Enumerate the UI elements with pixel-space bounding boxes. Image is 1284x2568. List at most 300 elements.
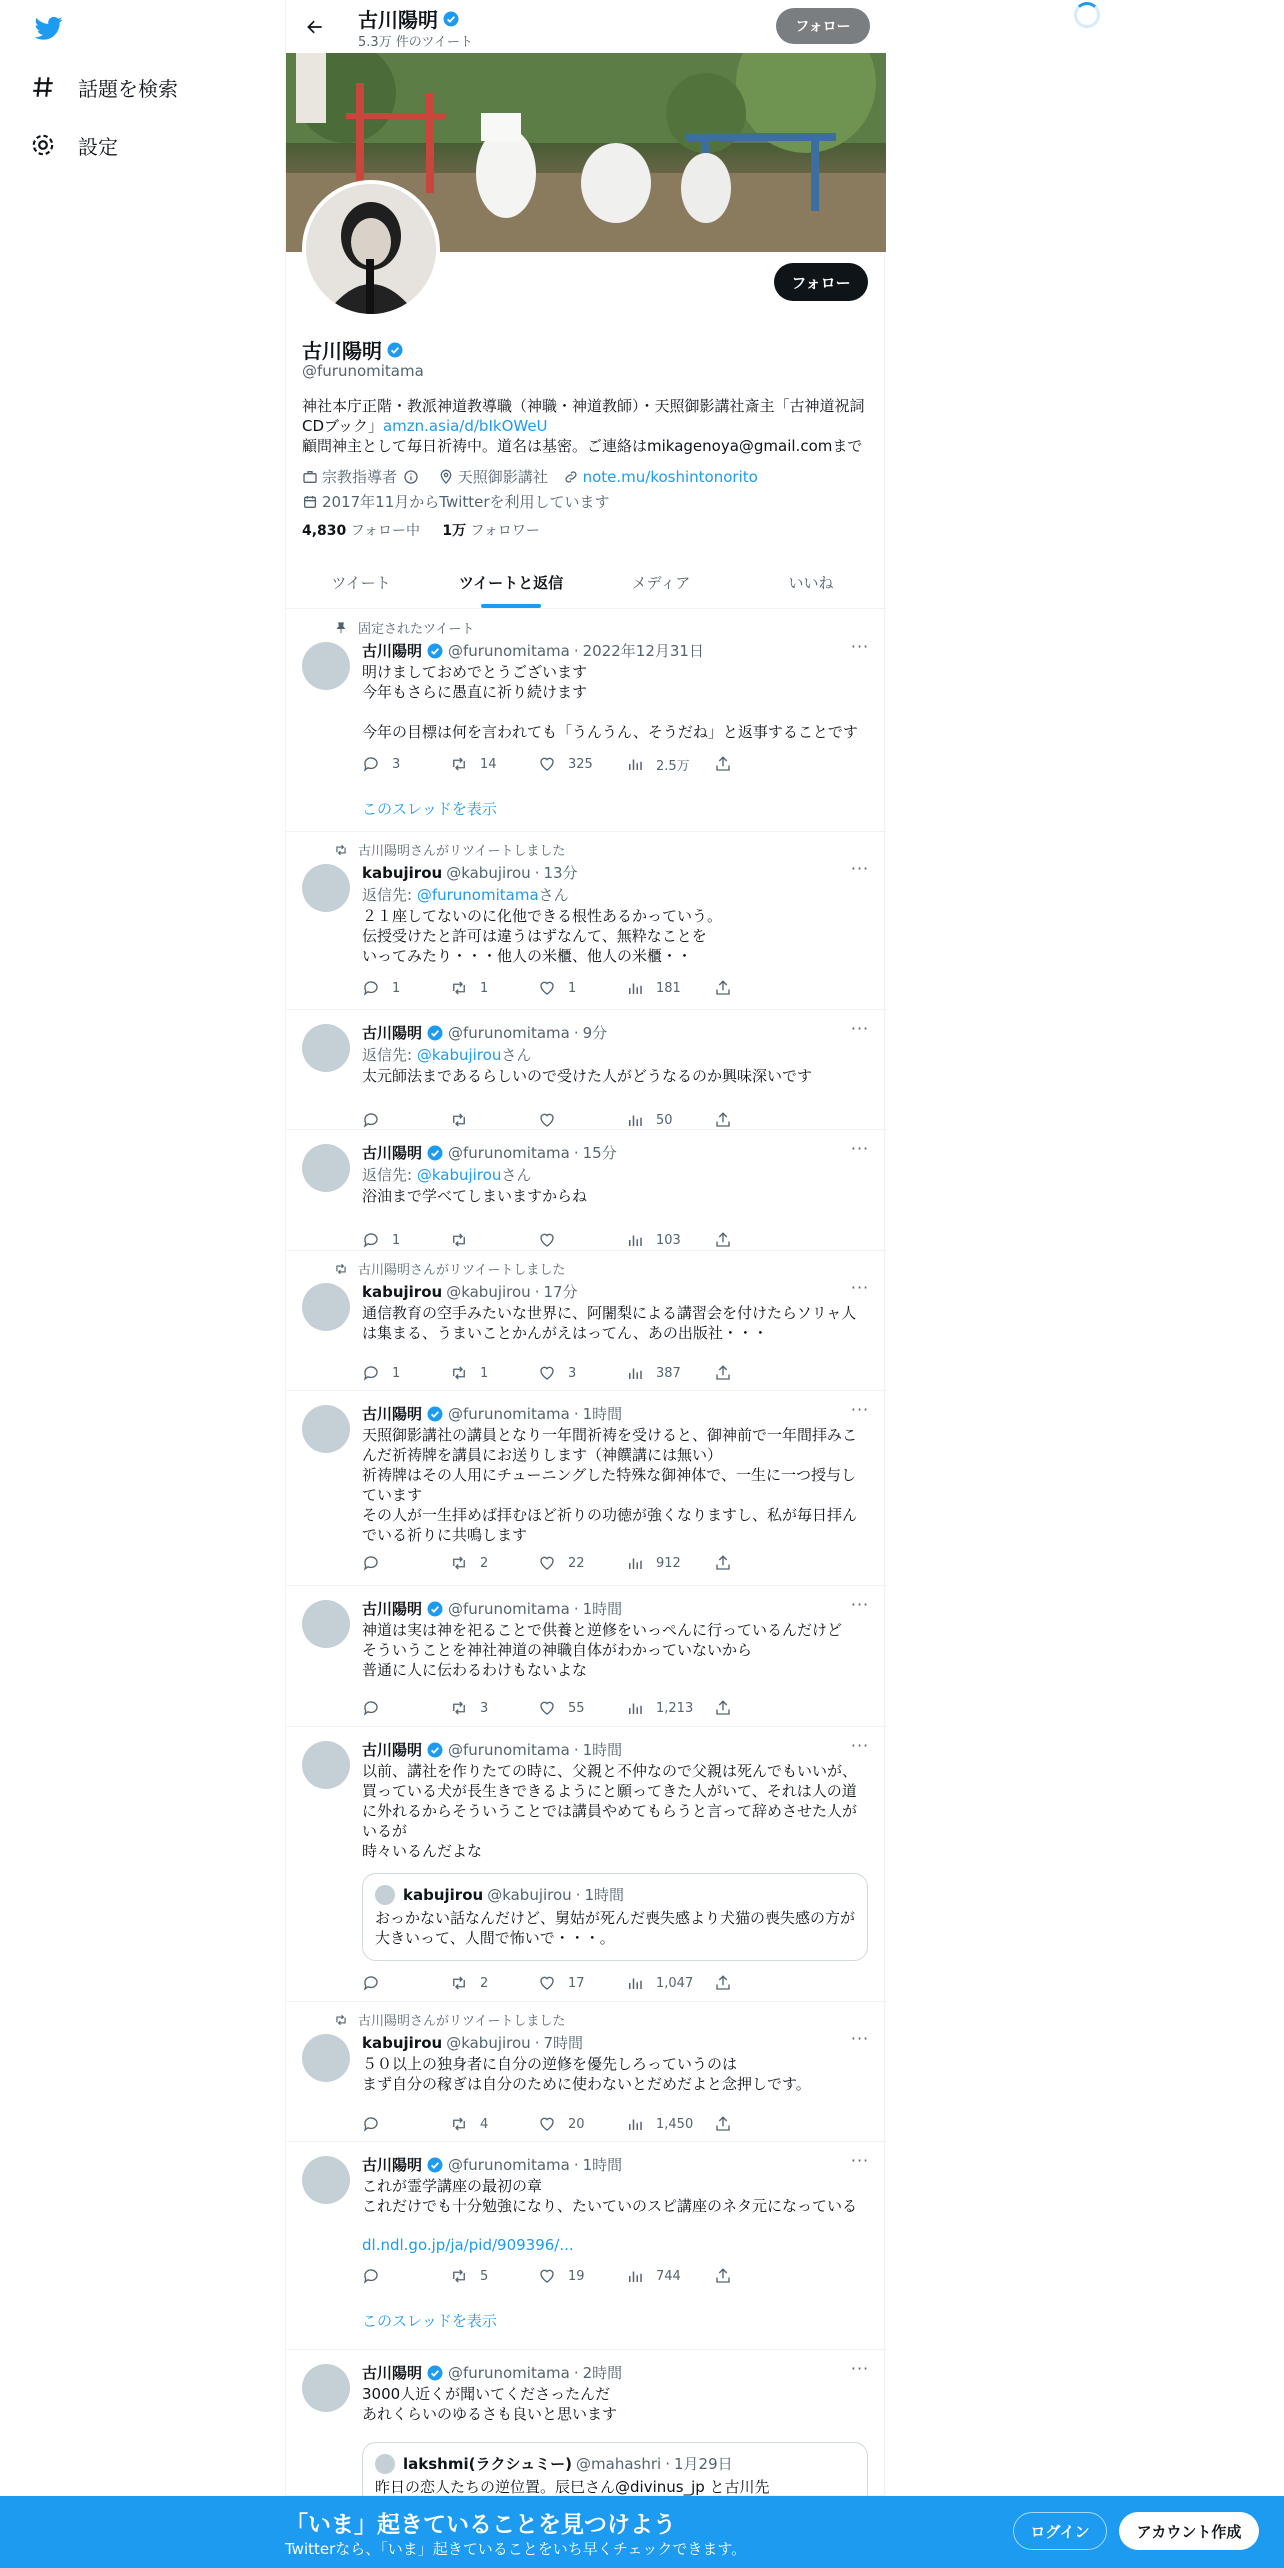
header-follow-button[interactable]: フォロー: [776, 8, 870, 44]
reply-to-line: [362, 1164, 531, 1185]
more-options-icon[interactable]: ···: [850, 2029, 870, 2048]
heart-icon: [538, 755, 556, 773]
share-button[interactable]: [714, 978, 802, 998]
signup-button[interactable]: アカウント作成: [1119, 2512, 1259, 2550]
tweet-avatar[interactable]: [302, 1405, 350, 1453]
retweet-icon: [450, 1554, 468, 1572]
bio-link[interactable]: amzn.asia/d/bIkOWeU: [382, 417, 548, 435]
loading-spinner-icon: [1074, 2, 1100, 28]
tab-tweets-and-replies[interactable]: ツイートと返信: [436, 556, 586, 608]
reply-icon: [362, 2267, 380, 2285]
tweet-text: 浴油まで学べてしまいますからね: [362, 1187, 588, 1205]
share-button[interactable]: [714, 1230, 802, 1250]
reply-icon: [362, 979, 380, 997]
tweet-avatar[interactable]: [302, 1600, 350, 1648]
quoted-text: 昨日の恋人たちの逆位置。辰巳さん@divinus_jp と古川先: [375, 2478, 770, 2496]
tweet-author-name[interactable]: kabujirou: [362, 2033, 443, 2052]
profile-website: [563, 466, 758, 488]
verified-badge-icon: [426, 1741, 444, 1759]
tweet-header: [362, 2359, 870, 2383]
reply-to-line: [362, 884, 569, 905]
tweet-actions: [362, 2266, 802, 2286]
nav-settings[interactable]: [30, 123, 118, 167]
retweet-label[interactable]: 古川陽明さんがリツイートしました: [358, 1263, 566, 1278]
views-bar-chart-icon: [626, 979, 644, 997]
verified-badge-icon: [426, 1600, 444, 1618]
like-button[interactable]: [538, 2266, 626, 2286]
tweet-separator: ·: [573, 1599, 579, 1618]
link-icon: [563, 469, 579, 485]
tweet-separator: ·: [573, 1023, 579, 1042]
share-icon: [714, 755, 732, 773]
location-text: 天照御影講社: [457, 468, 548, 486]
tweet-avatar[interactable]: [302, 1741, 350, 1789]
views-button[interactable]: [626, 1553, 714, 1573]
signup-banner-subtitle: Twitterなら、「いま」起きていることをいち早くチェックできます。: [285, 2540, 747, 2558]
profile-name: [302, 335, 404, 364]
show-thread-link[interactable]: このスレッドを表示: [362, 2312, 497, 2330]
retweet-label[interactable]: 古川陽明さんがリツイートしました: [358, 2014, 566, 2029]
info-icon[interactable]: [403, 469, 419, 485]
tweet-time[interactable]: 2022年12月31日: [582, 642, 704, 660]
tweet-actions: [362, 978, 802, 998]
share-button[interactable]: [714, 754, 802, 774]
tweet-avatar[interactable]: [302, 2034, 350, 2082]
tweet-actions: [362, 1553, 802, 1573]
tweet-item[interactable]: [286, 2142, 886, 2350]
profile-handle: @furunomitama: [302, 362, 424, 380]
retweet-count: 2: [480, 1555, 489, 1571]
retweet-count: 3: [480, 1700, 489, 1716]
heart-icon: [538, 2267, 556, 2285]
more-options-icon[interactable]: ···: [850, 1736, 870, 1755]
tab-likes[interactable]: いいね: [788, 573, 834, 592]
tweet-separator: ·: [573, 1740, 579, 1759]
share-button[interactable]: [714, 2114, 802, 2134]
tweet-author-handle[interactable]: @kabujirou: [446, 1282, 531, 1301]
retweet-count: 5: [480, 2268, 489, 2284]
joined-text: 2017年11月からTwitterを利用しています: [322, 493, 610, 511]
tweet-time[interactable]: 1時間: [582, 1405, 623, 1423]
reply-button[interactable]: [362, 1553, 450, 1573]
views-bar-chart-icon: [626, 1974, 644, 1992]
reply-to-handle[interactable]: @kabujirou: [416, 1166, 502, 1184]
category-text: 宗教指導者: [322, 468, 398, 486]
views-button[interactable]: [626, 1230, 714, 1250]
tweet-author-name[interactable]: 古川陽明: [362, 642, 423, 660]
more-options-icon[interactable]: ···: [850, 2151, 870, 2170]
retweet-button[interactable]: [450, 1230, 538, 1250]
tab-media[interactable]: メディア: [631, 573, 691, 592]
views-button[interactable]: [626, 2114, 714, 2134]
reply-button[interactable]: [362, 1230, 450, 1250]
like-count: 22: [568, 1555, 585, 1571]
tweet-item[interactable]: [286, 1010, 886, 1130]
reply-icon: [362, 1554, 380, 1572]
tweet-avatar[interactable]: [302, 2364, 350, 2412]
retweet-button[interactable]: [450, 1553, 538, 1573]
verified-badge-icon: [426, 2364, 444, 2382]
website-link[interactable]: note.mu/koshintonorito: [582, 468, 758, 486]
nav-settings-label: 設定: [78, 134, 118, 159]
tweet-author-name[interactable]: 古川陽明: [362, 1144, 423, 1162]
reply-icon: [362, 1231, 380, 1249]
like-button[interactable]: [538, 1230, 626, 1250]
reply-icon: [362, 1364, 380, 1382]
heart-icon: [538, 1111, 556, 1129]
tweet-separator: ·: [573, 641, 579, 660]
followers-count: 1万: [442, 523, 467, 539]
quoted-tweet-header: [375, 1884, 624, 1905]
tweet-text: 明けましておめでとうございます 今年もさらに愚直に祈り続けます 今年の目標は何を言われても「うんうん、そうだね」と返事することです: [362, 663, 858, 741]
tweet-header: [362, 1736, 870, 1760]
show-thread-link[interactable]: このスレッドを表示: [362, 800, 497, 818]
tweet-time[interactable]: 17分: [543, 1283, 578, 1301]
back-button[interactable]: [300, 12, 330, 42]
reply-button[interactable]: [362, 1973, 450, 1993]
like-button[interactable]: [538, 978, 626, 998]
quoted-author-handle: @mahashri: [576, 2454, 662, 2473]
reply-icon: [362, 755, 380, 773]
like-count: 55: [568, 1700, 585, 1716]
tweet-time[interactable]: 2時間: [582, 2364, 623, 2382]
header-name-text: 古川陽明: [358, 8, 438, 32]
tweet-actions: [362, 1230, 802, 1250]
tweet-actions: [362, 1110, 802, 1130]
share-button[interactable]: [714, 1973, 802, 1993]
share-icon: [714, 1699, 732, 1717]
tweet-author-name[interactable]: 古川陽明: [362, 1024, 423, 1042]
quoted-avatar: [375, 2454, 395, 2474]
twitter-bird-icon[interactable]: [32, 14, 66, 42]
tweet-avatar[interactable]: [302, 864, 350, 912]
tweet-item[interactable]: [286, 610, 886, 832]
views-bar-chart-icon: [626, 1364, 644, 1382]
heart-icon: [538, 2115, 556, 2133]
header-name: [358, 4, 460, 33]
retweet-icon: [450, 1974, 468, 1992]
following-label: フォロー中: [350, 523, 421, 539]
views-bar-chart-icon: [626, 1111, 644, 1129]
tweet-item[interactable]: [286, 832, 886, 1010]
tweet-link[interactable]: dl.ndl.go.jp/ja/pid/909396/...: [362, 2236, 574, 2254]
quoted-author-name: kabujirou: [403, 1885, 484, 1904]
views-bar-chart-icon: [626, 755, 644, 773]
nav-explore[interactable]: [30, 65, 178, 109]
like-count: 19: [568, 2268, 585, 2284]
tweet-header: [362, 1595, 870, 1619]
like-button[interactable]: [538, 1553, 626, 1573]
share-button[interactable]: [714, 1698, 802, 1718]
tweet-actions: [362, 1698, 802, 1718]
more-options-icon[interactable]: ···: [850, 1278, 870, 1297]
retweet-button[interactable]: [450, 2266, 538, 2286]
share-icon: [714, 1974, 732, 1992]
views-bar-chart-icon: [626, 1231, 644, 1249]
tweet-author-handle[interactable]: @furunomitama: [448, 2363, 570, 2382]
profile-category: [302, 466, 423, 488]
tweet-time[interactable]: 15分: [582, 1144, 617, 1162]
bio-text-1: 神社本庁正階・教派神道教導職（神職・神道教師）・天照御影講社斎主「古神道祝詞CDブック」: [302, 397, 865, 435]
share-button[interactable]: [714, 1110, 802, 1130]
reply-count: 1: [392, 980, 401, 996]
retweet-icon: [334, 2013, 348, 2027]
share-icon: [714, 1364, 732, 1382]
more-options-icon[interactable]: ···: [850, 1139, 870, 1158]
view-count: 387: [656, 1365, 681, 1381]
retweet-button[interactable]: [450, 2114, 538, 2134]
tweet-separator: ·: [534, 2033, 540, 2052]
tweet-time[interactable]: 1時間: [582, 2156, 623, 2174]
share-button[interactable]: [714, 1363, 802, 1383]
tweet-author-name[interactable]: 古川陽明: [362, 1405, 423, 1423]
views-bar-chart-icon: [626, 1699, 644, 1717]
hashtag-icon: [30, 74, 56, 100]
tweet-text: 太元師法まであるらしいので受けた人がどうなるのか興味深いです: [362, 1067, 813, 1085]
verified-badge-icon: [426, 2156, 444, 2174]
tweet-item[interactable]: [286, 1727, 886, 2002]
followers-link[interactable]: [442, 523, 540, 539]
view-count: 50: [656, 1112, 673, 1128]
view-count: 181: [656, 980, 681, 996]
views-button[interactable]: [626, 1363, 714, 1383]
retweet-indicator: [334, 840, 565, 859]
reply-button[interactable]: [362, 1363, 450, 1383]
reply-count: 3: [392, 756, 401, 772]
profile-avatar[interactable]: [302, 180, 440, 318]
tweet-item[interactable]: [286, 1586, 886, 1727]
tweet-text: これが霊学講座の最初の章 これだけでも十分勉強になり、たいていのスピ講座のネタ元になっている: [362, 2177, 858, 2215]
location-pin-icon: [438, 469, 454, 485]
views-bar-chart-icon: [626, 1554, 644, 1572]
views-button[interactable]: [626, 1973, 714, 1993]
tweet-author-name[interactable]: 古川陽明: [362, 1741, 423, 1759]
heart-icon: [538, 1974, 556, 1992]
tweet-item[interactable]: [286, 1251, 886, 1391]
reply-icon: [362, 2115, 380, 2133]
profile-meta: [302, 466, 870, 516]
following-link[interactable]: [302, 523, 420, 539]
retweet-icon: [450, 1231, 468, 1249]
follow-button[interactable]: フォロー: [774, 263, 868, 301]
tab-tweets[interactable]: ツイート: [331, 573, 391, 592]
like-button[interactable]: [538, 1973, 626, 1993]
tweet-author-name[interactable]: 古川陽明: [362, 2364, 423, 2382]
reply-to-prefix: 返信先:: [362, 1166, 417, 1184]
tweet-author-name[interactable]: kabujirou: [362, 1282, 443, 1301]
retweet-button[interactable]: [450, 1110, 538, 1130]
tweet-item[interactable]: [286, 1391, 886, 1586]
retweet-button[interactable]: [450, 1698, 538, 1718]
pinned-label: 固定されたツイート: [358, 622, 475, 637]
share-icon: [714, 1554, 732, 1572]
tweet-author-handle[interactable]: @furunomitama: [448, 1404, 570, 1423]
tweet-author-handle[interactable]: @furunomitama: [448, 641, 570, 660]
like-count: 325: [568, 756, 593, 772]
signup-banner-title: 「いま」起きていることを見つけよう: [285, 2512, 676, 2538]
reply-button[interactable]: [362, 1698, 450, 1718]
signup-banner: [0, 2496, 1284, 2568]
reply-button[interactable]: [362, 2266, 450, 2286]
pinned-indicator: [334, 618, 474, 637]
reply-button[interactable]: [362, 1110, 450, 1130]
tweet-avatar[interactable]: [302, 2156, 350, 2204]
like-count: 1: [568, 980, 577, 996]
retweet-count: 2: [480, 1975, 489, 1991]
retweet-button[interactable]: [450, 978, 538, 998]
more-options-icon[interactable]: ···: [850, 1019, 870, 1038]
like-button[interactable]: [538, 754, 626, 774]
retweet-icon: [450, 1364, 468, 1382]
tweet-time[interactable]: 7時間: [543, 2034, 584, 2052]
quoted-time: 1時間: [584, 1886, 625, 1904]
tweet-author-handle[interactable]: @furunomitama: [448, 1143, 570, 1162]
retweet-icon: [334, 843, 348, 857]
retweet-icon: [450, 1699, 468, 1717]
login-button[interactable]: ログイン: [1013, 2512, 1107, 2550]
like-count: 3: [568, 1365, 577, 1381]
retweet-button[interactable]: [450, 1973, 538, 1993]
profile-header: [286, 0, 886, 53]
tweet-time[interactable]: 9分: [582, 1024, 608, 1042]
share-button[interactable]: [714, 2266, 802, 2286]
reply-to-handle[interactable]: @furunomitama: [416, 886, 539, 904]
retweet-label[interactable]: 古川陽明さんがリツイートしました: [358, 844, 566, 859]
retweet-indicator: [334, 1259, 565, 1278]
profile-name-text: 古川陽明: [302, 339, 382, 363]
quoted-author-handle: @kabujirou: [487, 1885, 572, 1904]
quoted-tweet[interactable]: [362, 1873, 868, 1961]
retweet-icon: [450, 979, 468, 997]
more-options-icon[interactable]: ···: [850, 1595, 870, 1614]
tweet-text: ５０以上の独身者に自分の逆修を優先しろっていうのは まず自分の稼ぎは自分のために使わないとだめだよと念押しです。: [362, 2055, 811, 2093]
briefcase-icon: [302, 469, 318, 485]
verified-badge-icon: [386, 341, 404, 359]
reply-to-handle[interactable]: @kabujirou: [416, 1046, 502, 1064]
view-count: 103: [656, 1232, 681, 1248]
tweet-separator: ·: [573, 1404, 579, 1423]
tweet-author-handle[interactable]: @kabujirou: [446, 2033, 531, 2052]
quoted-tweet-header: [375, 2453, 733, 2474]
reply-count: 1: [392, 1365, 401, 1381]
tweet-author-handle[interactable]: @kabujirou: [446, 863, 531, 882]
tweet-text: 以前、講社を作りたての時に、父親と不仲なので父親は死んでもいいが、買っている犬が長生きできるようにと願ってきた人がいて、それは人の道に外れるからそういうことでは講員やめてもらうと言って辞めさせた人がいるが 時々いるんだよな: [362, 1762, 858, 1860]
reply-icon: [362, 1699, 380, 1717]
like-button[interactable]: [538, 1698, 626, 1718]
reply-button[interactable]: [362, 978, 450, 998]
tweet-avatar[interactable]: [302, 1144, 350, 1192]
reply-to-prefix: 返信先:: [362, 886, 417, 904]
share-icon: [714, 2115, 732, 2133]
like-button[interactable]: [538, 2114, 626, 2134]
tweet-header: [362, 1278, 870, 1302]
tweet-item[interactable]: [286, 1130, 886, 1251]
retweet-count: 1: [480, 980, 489, 996]
tweet-author-name[interactable]: 古川陽明: [362, 2156, 423, 2174]
heart-icon: [538, 1231, 556, 1249]
view-count: 2.5万: [656, 758, 690, 774]
reply-to-prefix: 返信先:: [362, 1046, 417, 1064]
retweet-icon: [450, 1111, 468, 1129]
back-arrow-icon: [305, 17, 325, 37]
nav-explore-label: 話題を検索: [78, 76, 178, 101]
more-options-icon[interactable]: ···: [850, 2359, 870, 2378]
reply-button[interactable]: [362, 2114, 450, 2134]
more-options-icon[interactable]: ···: [850, 859, 870, 878]
view-count: 1,213: [656, 1700, 694, 1716]
tweet-item[interactable]: [286, 2002, 886, 2142]
tweet-avatar[interactable]: [302, 1024, 350, 1072]
tweet-separator: ·: [573, 2363, 579, 2382]
tweet-header: [362, 637, 870, 661]
tweet-text: 神道は実は神を祀ることで供養と逆修をいっぺんに行っているんだけど そういうことを神社神道の神職自体がわかっていないから 普通に人に伝わるわけもないよな: [362, 1621, 843, 1679]
reply-to-line: [362, 1044, 531, 1065]
views-button[interactable]: [626, 1110, 714, 1130]
share-button[interactable]: [714, 1553, 802, 1573]
tweet-text: 通信教育の空手みたいな世界に、阿闍梨による講習会を付けたらソリャ人は集まる、うまいことかんがえはってん、あの出版社・・・: [362, 1304, 857, 1342]
heart-icon: [538, 1364, 556, 1382]
main-column: [285, 0, 885, 2568]
tweet-author-handle[interactable]: @furunomitama: [448, 1599, 570, 1618]
views-button[interactable]: [626, 1698, 714, 1718]
tweet-header: [362, 1019, 870, 1043]
tweet-author-name[interactable]: kabujirou: [362, 863, 443, 882]
more-options-icon[interactable]: ···: [850, 1400, 870, 1419]
tweet-time[interactable]: 1時間: [582, 1600, 623, 1618]
reply-icon: [362, 1974, 380, 1992]
tweet-avatar[interactable]: [302, 642, 350, 690]
views-bar-chart-icon: [626, 2267, 644, 2285]
tweet-text: ２１座してないのに化他できる根性あるかっていう。 伝授受けたと許可は違うはずなんて、無粋なことを いってみたり・・・他人の米櫃、他人の米櫃・・: [362, 907, 723, 965]
tweet-author-handle[interactable]: @furunomitama: [448, 1023, 570, 1042]
tweet-author-handle[interactable]: @furunomitama: [448, 1740, 570, 1759]
tweet-author-handle[interactable]: @furunomitama: [448, 2155, 570, 2174]
retweet-indicator: [334, 2010, 565, 2029]
reply-count: 1: [392, 1232, 401, 1248]
reply-button[interactable]: [362, 754, 450, 774]
like-button[interactable]: [538, 1363, 626, 1383]
profile-tabs: [286, 556, 886, 609]
calendar-icon: [302, 494, 318, 510]
profile-bio: [302, 396, 870, 456]
retweet-button[interactable]: [450, 754, 538, 774]
views-button[interactable]: [626, 754, 714, 774]
profile-joined: [302, 491, 610, 513]
retweet-button[interactable]: [450, 1363, 538, 1383]
views-button[interactable]: [626, 2266, 714, 2286]
tweet-avatar[interactable]: [302, 1283, 350, 1331]
bio-text-2: 顧問神主として毎日祈祷中。道名は基密。ご連絡はmikagenoya@gmail.comまで: [302, 437, 863, 455]
tweet-author-name[interactable]: 古川陽明: [362, 1600, 423, 1618]
more-options-icon[interactable]: ···: [850, 637, 870, 656]
tweet-actions: [362, 754, 802, 774]
avatar-photo: [306, 184, 436, 314]
tweet-actions: [362, 1363, 802, 1383]
tweet-time[interactable]: 1時間: [582, 1741, 623, 1759]
quoted-author-name: lakshmi(ラクシュミー): [403, 2455, 573, 2473]
tweet-actions: [362, 2114, 802, 2134]
tweet-item[interactable]: [286, 2350, 886, 2496]
verified-badge-icon: [426, 1024, 444, 1042]
like-count: 17: [568, 1975, 585, 1991]
like-button[interactable]: [538, 1110, 626, 1130]
verified-badge-icon: [442, 10, 460, 28]
tweet-time[interactable]: 13分: [543, 864, 578, 882]
reply-icon: [362, 1111, 380, 1129]
view-count: 1,047: [656, 1975, 694, 1991]
retweet-count: 14: [480, 756, 497, 772]
views-button[interactable]: [626, 978, 714, 998]
